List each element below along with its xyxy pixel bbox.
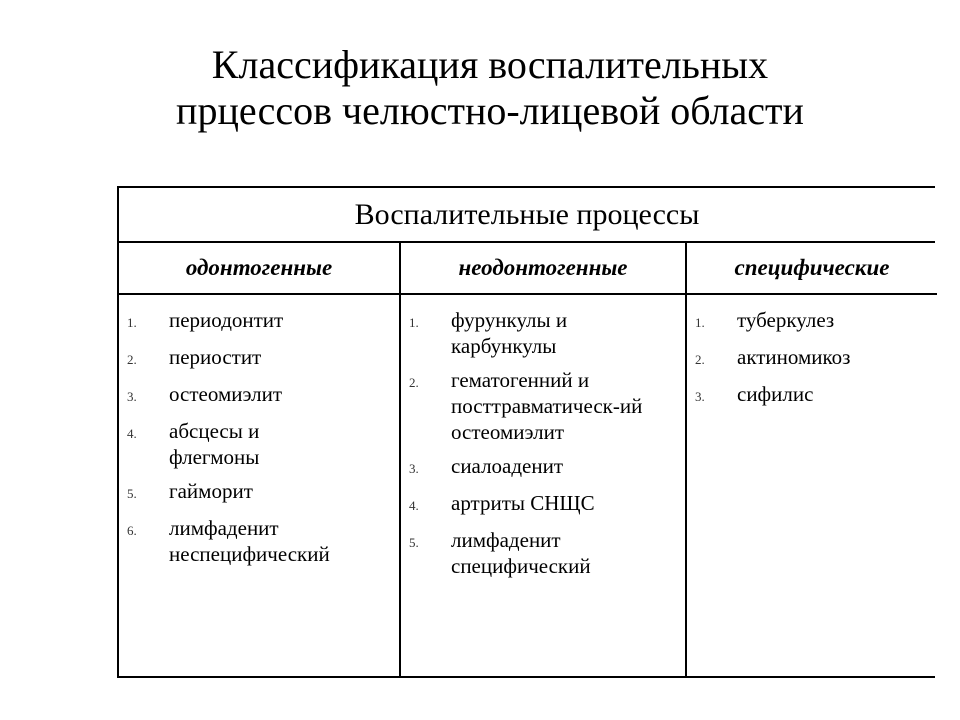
title-line-1: Классификация воспалительных: [211, 42, 769, 87]
list-item: 5. лимфаденит специфический: [409, 528, 591, 578]
column-list-odontogenic: [119, 295, 399, 676]
column-list-specific: [687, 295, 937, 676]
list-item: 2. актиномикоз: [695, 345, 851, 369]
list-item: 5. гайморит: [127, 479, 253, 503]
list-item: 4. артриты СНЩС: [409, 491, 595, 515]
list-item: 2. гематогенний и посттравматическ-ий остеомиэлит: [409, 368, 643, 444]
list-item: 2. периостит: [127, 345, 262, 369]
list-item: 3. остеомиэлит: [127, 382, 282, 406]
column-heading-nonodontogenic: неодонтогенные: [401, 243, 685, 295]
column-list-nonodontogenic: [401, 295, 685, 676]
title-line-2: прцессов челюстно-лицевой области: [176, 88, 804, 133]
classification-table: [117, 186, 935, 678]
list-item: 4. абсцесы и флегмоны: [127, 419, 260, 469]
list-item: 6. лимфаденит неспецифический: [127, 516, 330, 566]
list-item: 1. периодонтит: [127, 308, 284, 332]
column-heading-odontogenic: одонтогенные: [119, 243, 399, 295]
list-item: 1. фурункулы и карбункулы: [409, 308, 568, 358]
list-item: 3. сифилис: [695, 382, 814, 406]
list-item: 1. туберкулез: [695, 308, 835, 332]
list-item: 3. сиалоаденит: [409, 454, 564, 478]
slide-title: [60, 42, 920, 134]
table-header: Воспалительные процессы: [119, 188, 935, 243]
column-heading-specific: специфические: [687, 243, 937, 295]
